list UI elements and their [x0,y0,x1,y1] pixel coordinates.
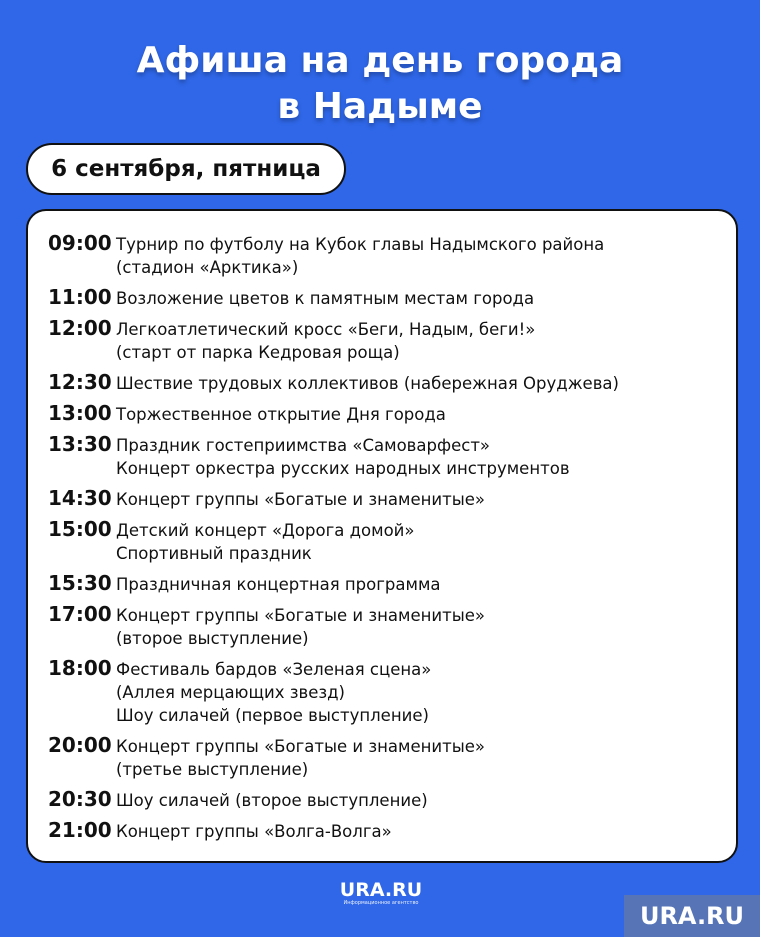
page-title [0,38,760,130]
event-line: Концерт группы «Богатые и знаменитые» [116,606,486,625]
event-line: Шоу силачей (второе выступление) [116,791,428,810]
event-time: 09:00 [48,231,112,255]
event-list [48,231,728,849]
event-description [116,488,728,511]
event-line: Концерт оркестра русских народных инструментов [116,459,570,478]
event-line: Детский концерт «Дорога домой» [116,521,415,540]
title-line-1: Афиша на день города [136,40,624,81]
event-row [48,787,728,812]
event-time: 17:00 [48,602,112,626]
title-line-2: в Надыме [277,86,483,127]
event-line: Фестиваль бардов «Зеленая сцена» [116,660,432,679]
event-description [116,318,728,364]
event-time: 20:00 [48,733,112,757]
event-row [48,571,728,596]
event-description [116,434,728,480]
date-label: 6 сентября, пятница [51,156,321,182]
event-description [116,403,728,426]
event-line: (второе выступление) [116,629,309,648]
event-description [116,604,728,650]
event-time: 20:30 [48,787,112,811]
event-time: 14:30 [48,486,112,510]
event-row [48,517,728,565]
event-row [48,231,728,279]
event-row [48,733,728,781]
event-row [48,602,728,650]
event-row [48,285,728,310]
event-time: 13:00 [48,401,112,425]
event-description [116,820,728,843]
event-line: (третье выступление) [116,760,309,779]
event-time: 18:00 [48,656,112,680]
event-time: 15:30 [48,571,112,595]
event-line: Возложение цветов к памятным местам города [116,289,535,308]
event-row [48,432,728,480]
event-description [116,658,728,727]
event-line: (старт от парка Кедровая роща) [116,343,400,362]
event-line: Легкоатлетический кросс «Беги, Надым, беги!» [116,320,536,339]
date-badge [26,143,346,195]
event-time: 12:30 [48,370,112,394]
footer-logo-text: URA.RU [339,879,423,901]
event-line: Торжественное открытие Дня города [116,405,446,424]
footer-logo [336,880,426,907]
event-time: 13:30 [48,432,112,456]
event-row [48,370,728,395]
event-time: 11:00 [48,285,112,309]
event-line: Турнир по футболу на Кубок главы Надымского района [116,235,605,254]
event-time: 12:00 [48,316,112,340]
event-description [116,519,728,565]
footer-logo-subtitle: Информационное агентство [343,900,419,906]
event-description [116,287,728,310]
event-line: Праздник гостеприимства «Самоварфест» [116,436,491,455]
event-row [48,486,728,511]
event-line: Праздничная концертная программа [116,575,441,594]
event-line: (стадион «Арктика») [116,258,299,277]
event-line: Концерт группы «Волга-Волга» [116,822,392,841]
event-line: Концерт группы «Богатые и знаменитые» [116,490,486,509]
event-row [48,818,728,843]
event-description [116,789,728,812]
event-time: 15:00 [48,517,112,541]
event-time: 21:00 [48,818,112,842]
event-row [48,316,728,364]
event-description [116,735,728,781]
event-description [116,372,728,395]
watermark [624,895,760,937]
event-description [116,233,728,279]
event-row [48,656,728,727]
schedule-card [26,209,738,863]
event-line: Концерт группы «Богатые и знаменитые» [116,737,486,756]
event-line: Шествие трудовых коллективов (набережная Оруджева) [116,374,619,393]
event-row [48,401,728,426]
event-description [116,573,728,596]
event-line: Спортивный праздник [116,544,312,563]
event-line: (Аллея мерцающих звезд) [116,683,345,702]
watermark-text: URA.RU [639,902,745,930]
event-line: Шоу силачей (первое выступление) [116,706,429,725]
